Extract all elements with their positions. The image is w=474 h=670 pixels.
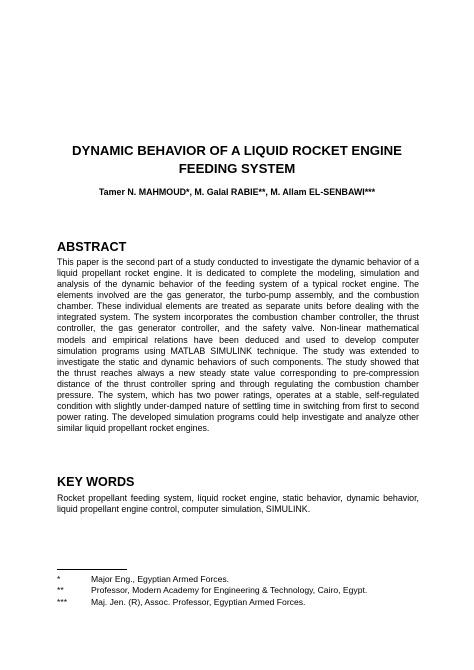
title-line-1: DYNAMIC BEHAVIOR OF A LIQUID ROCKET ENGINE	[72, 143, 402, 158]
footnote-mark: ***	[57, 596, 68, 607]
paper-title	[56, 142, 418, 177]
footnote	[57, 585, 437, 596]
footnote-text: Maj. Jen. (R), Assoc. Professor, Egyptian Armed Forces.	[91, 596, 306, 607]
footnote-divider	[57, 569, 127, 570]
footnote	[57, 597, 437, 608]
abstract-text: This paper is the second part of a study conducted to investigate the dynamic behavior of a liquid propellant rocket engine. It is dedicated to complete the modeling, simulation and analysis of the dynamic behavior of the feeding system of a typical rocket engine. The elements involved are the gas generator, the turbo-pump assembly, and the combustion chamber. These individual elements are treated as separate units before dealing with the integrated system. The system incorporates the combustion chamber controller, the thrust controller, the gas generator controller, and the safety valve. Non-linear mathematical models and empirical relations have been deduced and used to develop computer simulation programs using MATLAB SIMULINK technique. The study was extended to investigate the static and dynamic behaviors of such components. The study showed that the thrust reaches always a new steady state value corresponding to pre-compression distance of the thrust controller spring and through regulating the combustion chamber pressure. The system, which has two power ratings, operates at a stable, self-regulated condition with slightly under-damped nature of settling time in switching from first to second power rating. The developed simulation programs could help investigate and analyze other similar liquid propellant rocket engines.	[57, 257, 419, 434]
footnote-mark: *	[57, 574, 61, 584]
footnote-mark: **	[57, 585, 64, 596]
author-list: Tamer N. MAHMOUD*, M. Galal RABIE**, M. Allam EL-SENBAWI***	[98, 187, 376, 197]
footnote	[57, 574, 437, 585]
keywords-text: Rocket propellant feeding system, liquid rocket engine, static behavior, dynamic behavior, liquid propellant engine control, computer simulation, SIMULINK.	[57, 493, 419, 515]
footnote-text: Major Eng., Egyptian Armed Forces.	[91, 574, 230, 584]
title-line-2: FEEDING SYSTEM	[178, 160, 296, 176]
footnote-text: Professor, Modern Academy for Engineering & Technology, Cairo, Egypt.	[91, 585, 368, 596]
abstract-heading: ABSTRACT	[57, 240, 127, 254]
keywords-heading: KEY WORDS	[57, 475, 135, 489]
footnotes	[57, 574, 437, 608]
